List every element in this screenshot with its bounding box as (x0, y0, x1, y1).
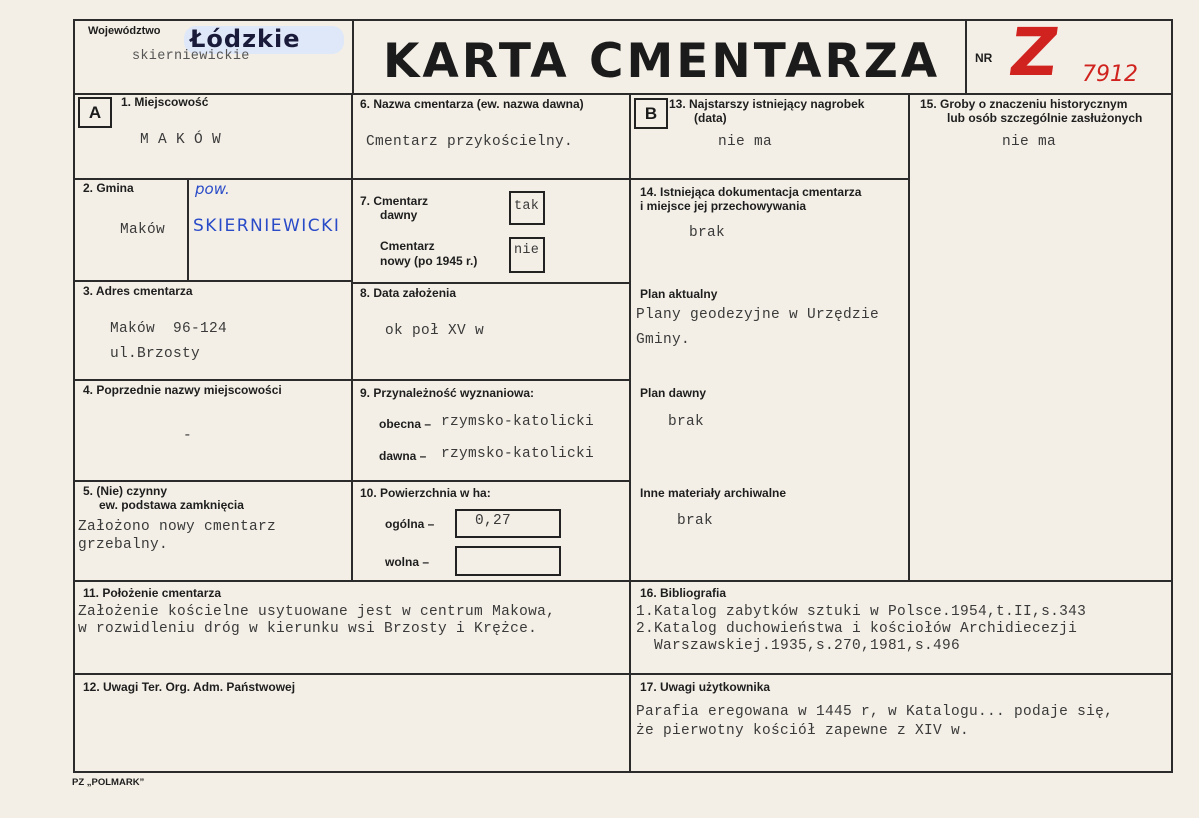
field7-label4: nowy (po 1945 r.) (380, 254, 478, 268)
col-mid-right (629, 93, 631, 773)
frame-left (73, 19, 75, 773)
row-a-2 (73, 280, 353, 282)
field3-line1: Maków 96-124 (110, 321, 228, 337)
plan-aktualny-line1: Plany geodezyjne w Urzędzie (636, 307, 880, 323)
field7-box-nowy-value: nie (514, 243, 540, 258)
field3-line2: ul.Brzosty (110, 346, 201, 362)
field3-label: 3. Adres cmentarza (83, 284, 193, 298)
field2-label: 2. Gmina (83, 181, 134, 195)
field17-label: 17. Uwagi użytkownika (640, 680, 771, 694)
field2-pow: pow. (195, 180, 230, 198)
field9-obecna-value: rzymsko-katolicki (441, 414, 595, 430)
field5-label1: 5. (Nie) czynny (83, 484, 168, 498)
field5-line1: Założono nowy cmentarz (78, 519, 277, 535)
field10-wolna-box (455, 546, 561, 576)
row-a-4 (73, 480, 353, 482)
nr-number: 7912 (1082, 62, 1138, 87)
field10-ogolna-label: ogólna – (385, 517, 435, 531)
header-col2 (965, 19, 967, 95)
field8-value: ok poł XV w (385, 323, 485, 339)
field2-value: Maków (120, 222, 166, 238)
field4-label: 4. Poprzednie nazwy miejscowości (83, 383, 282, 397)
field9-obecna-label: obecna – (379, 417, 432, 431)
field13-label1: 13. Najstarszy istniejący nagrobek (669, 97, 865, 111)
field9-dawna-label: dawna – (379, 449, 427, 463)
section-a-badge: A (78, 97, 112, 128)
section-b-badge: B (634, 98, 668, 129)
field9-label: 9. Przynależność wyznaniowa: (360, 386, 535, 400)
field7-label2: dawny (380, 208, 418, 222)
field1-value: M A K Ó W (140, 132, 222, 148)
nr-label: NR (975, 51, 993, 65)
plan-dawny-label: Plan dawny (640, 386, 707, 400)
field12-label: 12. Uwagi Ter. Org. Adm. Państwowej (83, 680, 296, 694)
field17-line1: Parafia eregowana w 1445 r, w Katalogu... podaje się, (636, 704, 1114, 720)
field16-line2: 2.Katalog duchowieństwa i kościołów Archidiecezji (636, 621, 1078, 637)
field15-value: nie ma (1002, 134, 1057, 150)
card-title: KARTA CMENTARZA (383, 34, 941, 89)
field7-box-dawny-value: tak (514, 199, 540, 214)
field2-handwritten: SKIERNIEWICKI (193, 216, 341, 236)
field15-label2: lub osób szczególnie zasłużonych (947, 111, 1143, 125)
field14-label2: i miejsce jej przechowywania (640, 199, 807, 213)
inne-materialy-value: brak (677, 513, 714, 529)
mid-divider (73, 580, 1173, 582)
field7-label1: 7. Cmentarz (360, 194, 429, 208)
field14-label1: 14. Istniejąca dokumentacja cmentarza (640, 185, 862, 199)
row-mid-1 (351, 178, 631, 180)
frame-right (1171, 19, 1173, 773)
plan-aktualny-line2: Gminy. (636, 332, 691, 348)
plan-aktualny-label: Plan aktualny (640, 287, 718, 301)
col-b-right (908, 93, 910, 582)
field15-label1: 15. Groby o znaczeniu historycznym (920, 97, 1128, 111)
field17-line2: że pierwotny kościół zapewne z XIV w. (636, 723, 970, 739)
field11-line2: w rozwidleniu dróg w kierunku wsi Brzosty i Krężce. (78, 621, 538, 637)
gmina-divider (187, 178, 189, 280)
bottom-divider (73, 673, 1173, 675)
wojewodztwo-label: Województwo (88, 25, 161, 37)
col-a-right (351, 93, 353, 582)
field5-line2: grzebalny. (78, 537, 169, 553)
row-b-1 (629, 178, 910, 180)
row-mid-3 (351, 379, 631, 381)
field10-ogolna-value: 0,27 (475, 513, 512, 529)
field11-label: 11. Położenie cmentarza (83, 586, 222, 600)
row-a-3 (73, 379, 353, 381)
frame-bottom (73, 771, 1173, 773)
inne-materialy-label: Inne materiały archiwalne (640, 486, 787, 500)
field14-value: brak (689, 225, 726, 241)
field6-label: 6. Nazwa cmentarza (ew. nazwa dawna) (360, 97, 584, 111)
field6-value: Cmentarz przykościelny. (366, 134, 574, 150)
header-col1 (352, 19, 354, 95)
field13-label2: (data) (694, 111, 727, 125)
field13-value: nie ma (718, 134, 773, 150)
header-divider (73, 93, 1173, 95)
printer-imprint: PZ „POLMARK” (72, 777, 145, 788)
field8-label: 8. Data założenia (360, 286, 457, 300)
field4-value: - (183, 428, 193, 444)
wojewodztwo-typed: skierniewickie (132, 49, 250, 64)
field10-label: 10. Powierzchnia w ha: (360, 486, 491, 500)
field16-line1: 1.Katalog zabytków sztuki w Polsce.1954,t.II,s.343 (636, 604, 1087, 620)
field10-wolna-label: wolna – (385, 555, 430, 569)
field11-line1: Założenie kościelne usytuowane jest w centrum Makowa, (78, 604, 556, 620)
nr-letter: Z (1004, 14, 1064, 91)
plan-dawny-value: brak (668, 414, 705, 430)
field9-dawna-value: rzymsko-katolicki (441, 446, 595, 462)
row-mid-2 (351, 282, 631, 284)
field16-label: 16. Bibliografia (640, 586, 727, 600)
field7-label3: Cmentarz (380, 239, 435, 253)
field1-label: 1. Miejscowość (121, 95, 209, 109)
wojewodztwo-value: Łódzkie (190, 25, 301, 53)
frame-top (73, 19, 1173, 21)
field16-line3: Warszawskiej.1935,s.270,1981,s.496 (636, 638, 961, 654)
row-mid-4 (351, 480, 631, 482)
field5-label2: ew. podstawa zamknięcia (99, 498, 244, 512)
